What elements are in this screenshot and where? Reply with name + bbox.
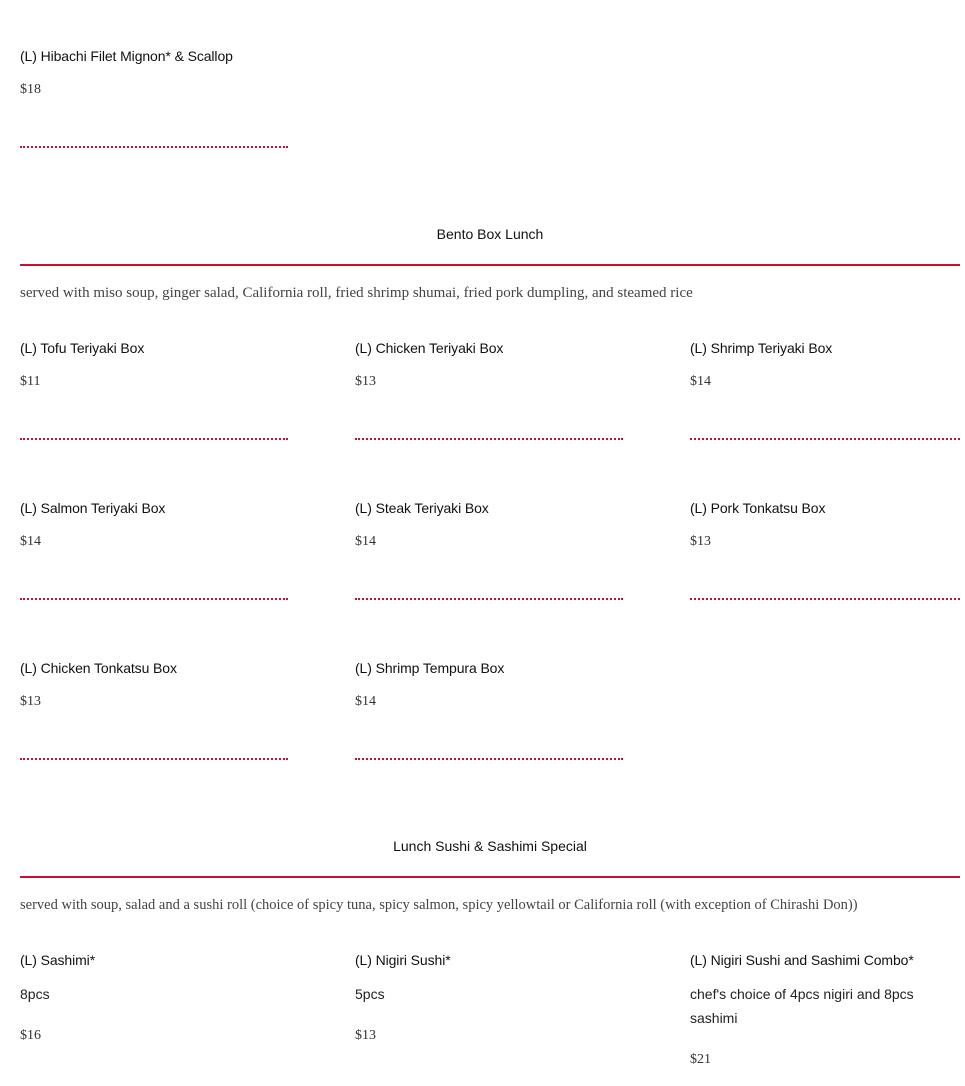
menu-item-price: $13 bbox=[690, 534, 711, 549]
section-description-sushi: served with soup, salad and a sushi roll (choice of spicy tuna, spicy salmon, spicy yellowtail or California roll (with exception of Chirashi Don)) bbox=[20, 897, 858, 913]
menu-item-price: $14 bbox=[20, 534, 41, 549]
dotted-divider bbox=[20, 598, 288, 600]
menu-item-price: $14 bbox=[690, 374, 711, 389]
section-title-sushi: Lunch Sushi & Sashimi Special bbox=[393, 838, 587, 854]
menu-item-name: (L) Salmon Teriyaki Box bbox=[20, 500, 166, 516]
menu-item-price: $18 bbox=[20, 82, 41, 97]
menu-item-price: $14 bbox=[355, 694, 376, 709]
menu-item-price: $13 bbox=[355, 374, 376, 389]
dotted-divider bbox=[20, 758, 288, 760]
menu-item-name: (L) Chicken Tonkatsu Box bbox=[20, 660, 177, 676]
menu-item-description: chef's choice of 4pcs nigiri and 8pcs sashimi bbox=[690, 986, 914, 1026]
menu-item-price: $11 bbox=[20, 374, 41, 389]
menu-item-price: $21 bbox=[690, 1052, 711, 1067]
menu-item-name: (L) Nigiri Sushi* bbox=[355, 952, 451, 968]
dotted-divider bbox=[20, 438, 288, 440]
menu-item-name: (L) Tofu Teriyaki Box bbox=[20, 340, 145, 356]
menu-item-name: (L) Shrimp Teriyaki Box bbox=[690, 340, 833, 356]
dotted-divider bbox=[355, 758, 623, 760]
menu-item-price: $14 bbox=[355, 534, 376, 549]
menu-item-name: (L) Hibachi Filet Mignon* & Scallop bbox=[20, 48, 233, 64]
dotted-divider bbox=[20, 146, 288, 148]
menu-item-description: 8pcs bbox=[20, 986, 50, 1002]
menu-item-name: (L) Shrimp Tempura Box bbox=[355, 660, 505, 676]
menu-item-name: (L) Chicken Teriyaki Box bbox=[355, 340, 504, 356]
menu-item-name: (L) Steak Teriyaki Box bbox=[355, 500, 489, 516]
section-rule bbox=[20, 876, 960, 878]
menu-item-name: (L) Pork Tonkatsu Box bbox=[690, 500, 826, 516]
section-rule bbox=[20, 264, 960, 266]
menu-item-price: $13 bbox=[355, 1028, 376, 1043]
menu-item-description: 5pcs bbox=[355, 986, 385, 1002]
menu-item-price: $13 bbox=[20, 694, 41, 709]
dotted-divider bbox=[690, 598, 960, 600]
menu-item-price: $16 bbox=[20, 1028, 41, 1043]
menu-item-name: (L) Sashimi* bbox=[20, 952, 96, 968]
section-title-bento: Bento Box Lunch bbox=[436, 226, 544, 242]
dotted-divider bbox=[355, 438, 623, 440]
dotted-divider bbox=[355, 598, 623, 600]
menu-item-name: (L) Nigiri Sushi and Sashimi Combo* bbox=[690, 952, 914, 968]
section-description-bento: served with miso soup, ginger salad, California roll, fried shrimp shumai, fried pork dumpling, and steamed rice bbox=[20, 285, 693, 301]
dotted-divider bbox=[690, 438, 960, 440]
